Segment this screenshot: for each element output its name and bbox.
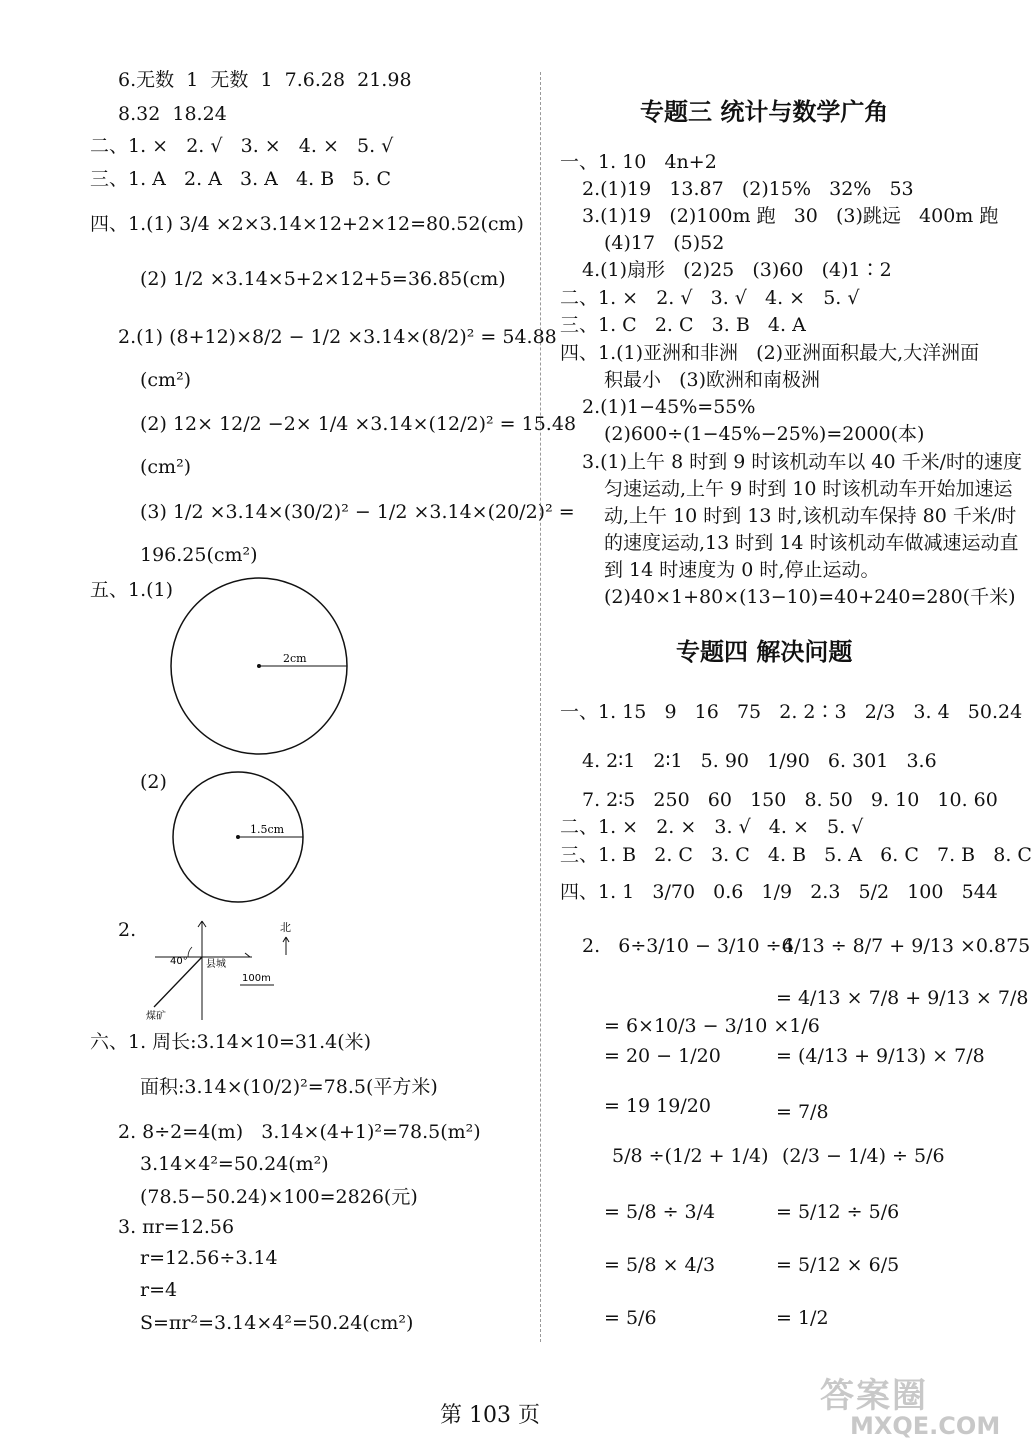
calc-line: = 7/8: [776, 1101, 829, 1123]
answer-line: (2)600÷(1−45%−25%)=2000(本): [604, 423, 925, 445]
answer-line: 五、1.(1): [90, 579, 174, 601]
answer-line: (2) 1/2 ×3.14×5+2×12+5=36.85(cm): [140, 268, 506, 290]
angle-label: 40°: [170, 956, 188, 967]
answer-line: 4. 2∶1 2∶1 5. 90 1/90 6. 301 3.6: [582, 750, 937, 772]
circle-diagram-1.5cm: [168, 770, 308, 904]
radius-label: 2cm: [283, 652, 307, 665]
answer-line: (78.5−50.24)×100=2826(元): [140, 1186, 418, 1208]
answer-line: (cm²): [140, 456, 192, 478]
calc-line: = 20 − 1/20: [604, 1045, 721, 1067]
answer-line: 面积:3.14×(10/2)²=78.5(平方米): [140, 1076, 438, 1098]
calc-line: = (4/13 + 9/13) × 7/8: [776, 1045, 985, 1067]
answer-line: (2) 12× 12/2 −2× 1/4 ×3.14×(12/2)² = 15.48: [140, 413, 577, 435]
page-number: 第 103 页: [440, 1403, 540, 1428]
direction-diagram: [140, 915, 310, 1025]
calc-line: 5/8 ÷(1/2 + 1/4): [612, 1145, 769, 1167]
answer-line: 196.25(cm²): [140, 544, 258, 566]
calc-line: = 5/12 ÷ 5/6: [776, 1201, 900, 1223]
calc-line: = 5/8 × 4/3: [604, 1254, 716, 1276]
watermark-url: MXQE.COM: [850, 1412, 1001, 1440]
circle-diagram-2cm: [168, 580, 358, 760]
answer-line: 四、1. 1 3/70 0.6 1/9 2.3 5/2 100 544: [560, 881, 998, 903]
answer-line: r=12.56÷3.14: [140, 1247, 278, 1269]
answer-line: 6.无数 1 无数 1 7.6.28 21.98: [118, 69, 412, 91]
calc-line: = 5/8 ÷ 3/4: [604, 1201, 716, 1223]
answer-line: 7. 2∶5 250 60 150 8. 50 9. 10 10. 60: [582, 789, 998, 811]
answer-line: 3. πr=12.56: [118, 1216, 235, 1238]
answer-line: 匀速运动,上午 9 时到 10 时该机动车开始加速运: [604, 478, 1013, 500]
calc-line: = 4/13 × 7/8 + 9/13 × 7/8: [776, 987, 1029, 1009]
county-label: 县城: [206, 959, 226, 970]
answer-line: 8.32 18.24: [118, 103, 227, 125]
answer-line: (2)40×1+80×(13−10)=40+240=280(千米): [604, 586, 1016, 608]
calc-line: = 6×10/3 − 3/10 ×1/6: [604, 1015, 820, 1037]
answer-line: 的速度运动,13 时到 14 时该机动车做减速运动直: [604, 532, 1019, 554]
calc-line: (2/3 − 1/4) ÷ 5/6: [782, 1145, 945, 1167]
answer-line: 3.(1)19 (2)100m 跑 30 (3)跳远 400m 跑: [582, 205, 999, 227]
radius-label: 1.5cm: [250, 823, 285, 836]
answer-line: 2.(1) (8+12)×8/2 − 1/2 ×3.14×(8/2)² = 54.88: [118, 326, 557, 348]
answer-line: 2.(1)1−45%=55%: [582, 396, 756, 418]
answer-line: (4)17 (5)52: [604, 232, 725, 254]
scale-label: 100m: [242, 973, 271, 984]
answer-line: r=4: [140, 1279, 178, 1301]
calc-line: = 5/12 × 6/5: [776, 1254, 900, 1276]
answer-line: 积最小 (3)欧洲和南极洲: [604, 369, 821, 391]
calc-line: = 1/2: [776, 1307, 829, 1329]
answer-line: 2.: [118, 919, 137, 941]
answer-line: 三、1. B 2. C 3. C 4. B 5. A 6. C 7. B 8. C: [560, 844, 1032, 866]
calc-line: 2. 6÷3/10 − 3/10 ÷6: [582, 935, 794, 957]
column-divider: [540, 72, 541, 1342]
mine-label: 煤矿: [146, 1011, 166, 1022]
answer-line: 六、1. 周长:3.14×10=31.4(米): [90, 1031, 372, 1053]
section-heading: 专题四 解决问题: [676, 638, 853, 666]
answer-line: 三、1. A 2. A 3. A 4. B 5. C: [90, 168, 391, 190]
answer-line: 一、1. 10 4n+2: [560, 151, 717, 173]
answer-line: 四、1.(1)亚洲和非洲 (2)亚洲面积最大,大洋洲面: [560, 342, 980, 364]
section-heading: 专题三 统计与数学广角: [640, 98, 889, 126]
answer-line: 3.(1)上午 8 时到 9 时该机动车以 40 千米/时的速度: [582, 451, 1023, 473]
answer-line: 动,上午 10 时到 13 时,该机动车保持 80 千米/时: [604, 505, 1017, 527]
watermark-logo: 答案圈: [820, 1376, 928, 1416]
answer-line: 二、1. × 2. √ 3. √ 4. × 5. √: [560, 287, 860, 309]
answer-line: (cm²): [140, 369, 192, 391]
answer-line: 2.(1)19 13.87 (2)15% 32% 53: [582, 178, 914, 200]
answer-line: 一、1. 15 9 16 75 2. 2∶3 2/3 3. 4 50.24: [560, 701, 1023, 723]
answer-line: 2. 8÷2=4(m) 3.14×(4+1)²=78.5(m²): [118, 1121, 481, 1143]
calc-line: = 5/6: [604, 1307, 657, 1329]
answer-line: (3) 1/2 ×3.14×(30/2)² − 1/2 ×3.14×(20/2)² =: [140, 501, 575, 523]
answer-line: 到 14 时速度为 0 时,停止运动。: [604, 559, 880, 581]
answer-line: 四、1.(1) 3/4 ×2×3.14×12+2×12=80.52(cm): [90, 213, 524, 235]
north-label: 北: [280, 921, 291, 934]
answer-line: 二、1. × 2. √ 3. × 4. × 5. √: [90, 135, 394, 157]
answer-line: 4.(1)扇形 (2)25 (3)60 (4)1∶2: [582, 259, 892, 281]
answer-line: 二、1. × 2. × 3. √ 4. × 5. √: [560, 816, 864, 838]
answer-line: 三、1. C 2. C 3. B 4. A: [560, 314, 806, 336]
answer-line: S=πr²=3.14×4²=50.24(cm²): [140, 1312, 414, 1334]
calc-line: = 19 19/20: [604, 1095, 711, 1117]
answer-line: 3.14×4²=50.24(m²): [140, 1153, 329, 1175]
answer-line: (2): [140, 771, 167, 793]
calc-line: 4/13 ÷ 8/7 + 9/13 ×0.875: [782, 935, 1031, 957]
